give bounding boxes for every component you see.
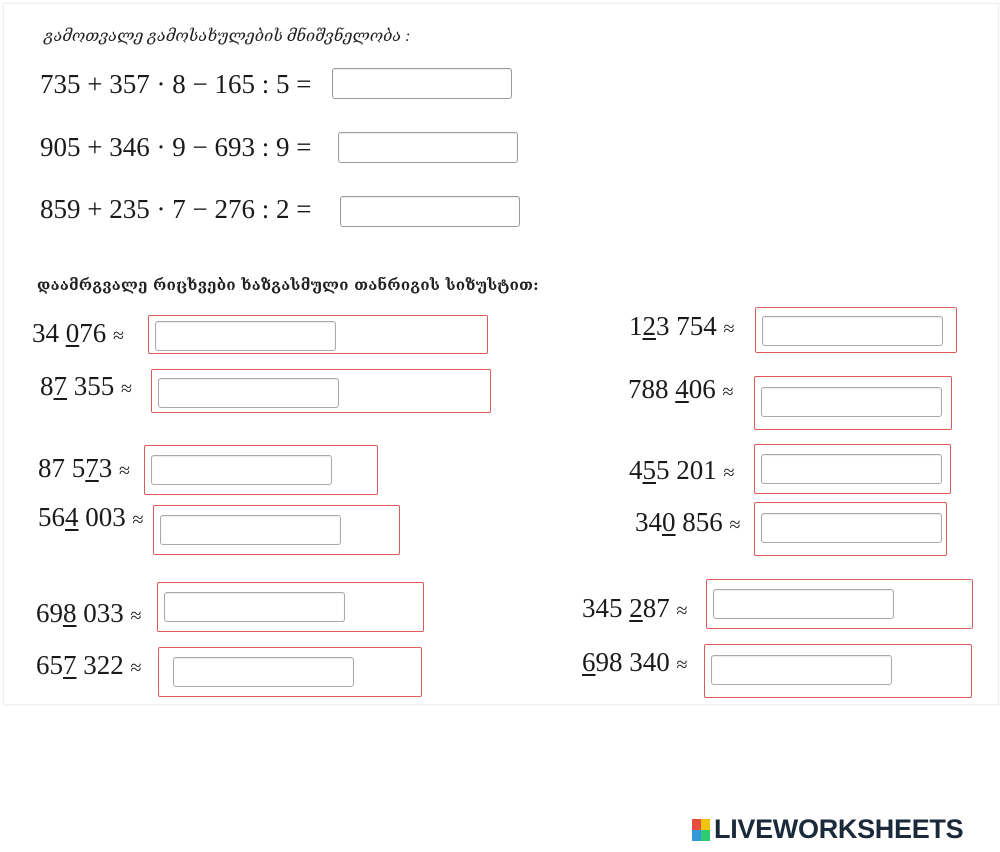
underlined-digit: 7: [53, 371, 67, 401]
underlined-digit: 0: [65, 318, 80, 348]
underlined-digit: 7: [63, 650, 77, 680]
answer-input-1[interactable]: [332, 68, 512, 99]
rounding-number: 340 856 ≈: [635, 507, 741, 537]
approx-sign: ≈: [729, 514, 741, 536]
expression-2: 905 + 346 · 9 − 693 : 9 =: [40, 132, 312, 162]
answer-frame: [706, 579, 973, 629]
rounding-answer-input[interactable]: [761, 513, 942, 543]
rounding-answer-input[interactable]: [711, 655, 892, 685]
rounding-answer-input[interactable]: [158, 378, 339, 408]
rounding-answer-input[interactable]: [761, 387, 942, 417]
approx-sign: ≈: [113, 325, 124, 347]
liveworksheets-logo[interactable]: [692, 814, 963, 845]
rounding-answer-input[interactable]: [164, 592, 345, 622]
underlined-digit: 8: [63, 598, 77, 628]
rounding-number: 34 076 ≈: [32, 318, 124, 348]
rounding-answer-input[interactable]: [173, 657, 354, 687]
rounding-number: 87 573 ≈: [38, 453, 130, 483]
expression-3: 859 + 235 · 7 − 276 : 2 =: [40, 194, 312, 224]
section2-heading: დაამრგვალე რიცხვები ხაზგასმული თანრიგის სიზუსტით:: [37, 276, 539, 294]
rounding-number: 564 003 ≈: [38, 502, 144, 532]
rounding-answer-input[interactable]: [151, 455, 332, 485]
approx-sign: ≈: [121, 378, 132, 400]
rounding-number: 698 033 ≈: [36, 598, 142, 628]
underlined-digit: 4: [675, 374, 689, 404]
worksheet: [3, 3, 999, 705]
approx-sign: ≈: [723, 318, 735, 340]
answer-frame: [754, 444, 951, 494]
rounding-number: 345 287 ≈: [582, 593, 688, 623]
brand-name: LIVEWORKSHEETS: [714, 814, 964, 844]
underlined-digit: 6: [582, 647, 596, 677]
underlined-digit: 0: [662, 507, 676, 537]
answer-frame: [144, 445, 378, 495]
approx-sign: ≈: [119, 460, 130, 482]
underlined-digit: 2: [629, 593, 643, 623]
rounding-number: 657 322 ≈: [36, 650, 142, 680]
answer-input-3[interactable]: [340, 196, 520, 227]
approx-sign: ≈: [723, 462, 735, 484]
answer-frame: [755, 307, 957, 353]
answer-frame: [754, 376, 952, 430]
approx-sign: ≈: [130, 605, 142, 627]
rounding-answer-input[interactable]: [713, 589, 894, 619]
rounding-number: 698 340 ≈: [582, 647, 688, 677]
rounding-number: 455 201 ≈: [629, 455, 735, 485]
rounding-number: 788 406 ≈: [628, 374, 734, 404]
logo-mark-icon: [692, 819, 710, 841]
approx-sign: ≈: [722, 381, 734, 403]
approx-sign: ≈: [132, 509, 144, 531]
answer-frame: [158, 647, 422, 697]
rounding-number: 87 355 ≈: [40, 371, 132, 401]
rounding-answer-input[interactable]: [155, 321, 336, 351]
section1-heading: გამოთვალე გამოსახულების მნიშვნელობა :: [44, 28, 411, 45]
rounding-answer-input[interactable]: [761, 454, 942, 484]
answer-frame: [151, 369, 491, 413]
underlined-digit: 2: [642, 311, 656, 341]
answer-frame: [148, 315, 488, 354]
expression-1: 735 + 357 · 8 − 165 : 5 =: [40, 69, 312, 99]
answer-frame: [157, 582, 424, 632]
underlined-digit: 5: [642, 455, 656, 485]
approx-sign: ≈: [676, 654, 688, 676]
approx-sign: ≈: [676, 600, 688, 622]
answer-frame: [153, 505, 400, 555]
answer-frame: [704, 644, 972, 698]
underlined-digit: 4: [65, 502, 79, 532]
approx-sign: ≈: [130, 657, 142, 679]
rounding-answer-input[interactable]: [762, 316, 943, 346]
underlined-digit: 7: [85, 453, 99, 483]
rounding-answer-input[interactable]: [160, 515, 341, 545]
answer-input-2[interactable]: [338, 132, 518, 163]
answer-frame: [754, 502, 947, 556]
rounding-number: 123 754 ≈: [629, 311, 735, 341]
